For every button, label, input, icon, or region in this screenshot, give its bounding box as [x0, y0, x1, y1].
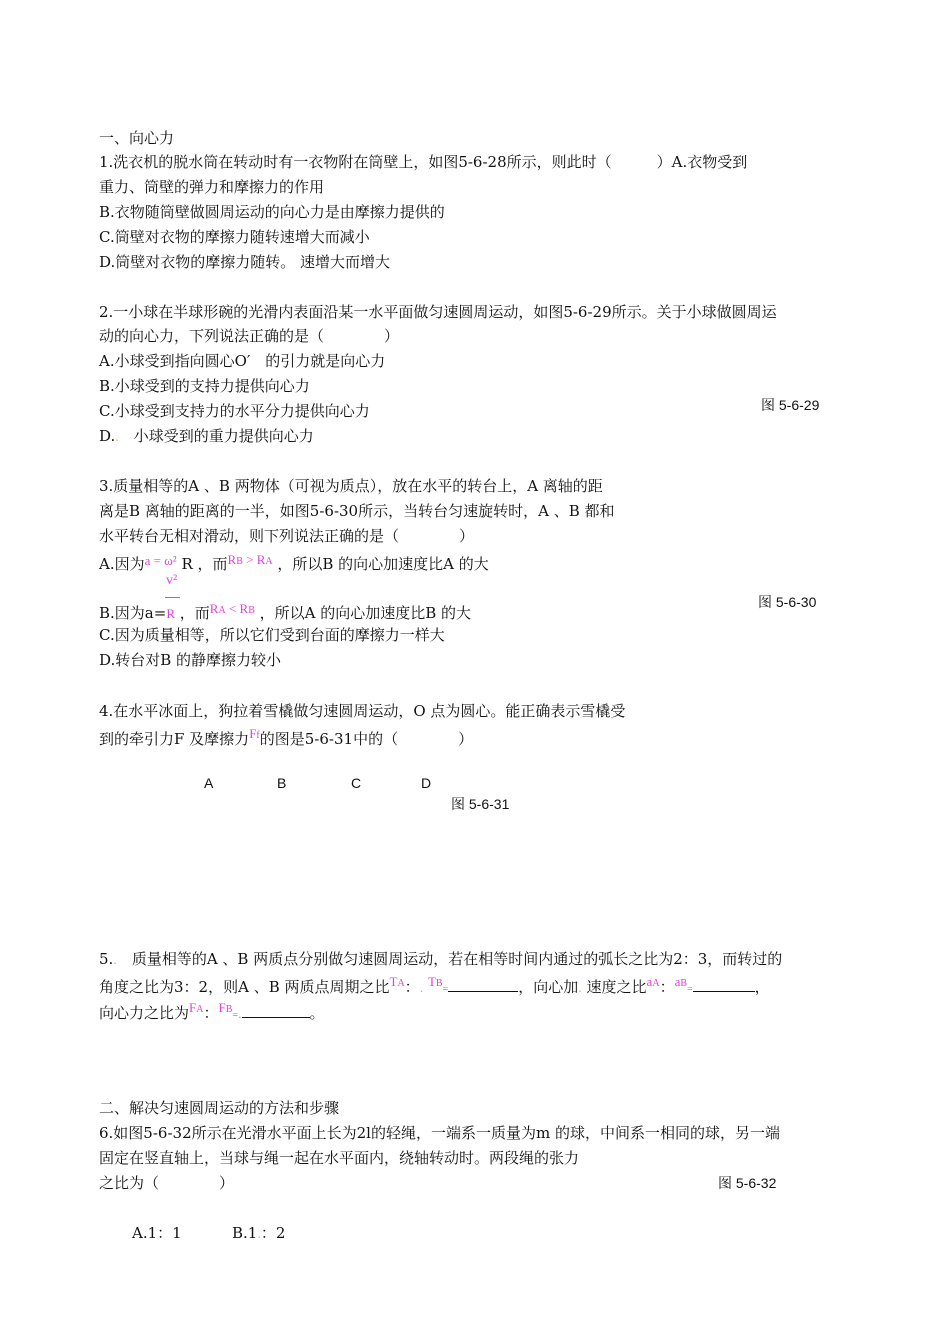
q5-line-3	[99, 1000, 325, 1026]
q1-option-c: C.筒壁对衣物的摩擦力随转速增大而减小	[99, 228, 370, 246]
q5-fa	[189, 1000, 203, 1015]
q5-line-2-c: 速度之比	[586, 978, 647, 996]
q5-dot-2: .	[419, 982, 424, 995]
q5-ta	[389, 974, 404, 989]
q3-b-fraction-bar	[165, 597, 180, 598]
q5-aa	[647, 974, 660, 989]
q5-fb-sub: B	[225, 1004, 233, 1015]
q6-line-2: 固定在竖直轴上，当球与绳一起在水平面内，绕轴转动时。两段绳的张力	[99, 1149, 580, 1167]
q5-line-1	[99, 949, 782, 971]
q5-line-2: 角度之比为3：2，则A 、B 两质点周期之比TA：. TB= ，向心加. 速度之比aA：aB= ，	[99, 974, 770, 996]
q3-b-ra-sub: A	[218, 605, 226, 616]
q6-line-3: 之比为（ ）	[99, 1174, 235, 1192]
q3-b-rb-letter: R	[239, 601, 249, 616]
q4-line-2	[99, 726, 474, 752]
q3-a-r: R ，而	[181, 555, 228, 573]
q4-line-2-a: 到的牵引力F 及摩擦力	[99, 730, 250, 748]
figure-5-6-32-caption: 图 5-6-32	[718, 1175, 777, 1191]
q5-eq-3: =	[232, 1010, 239, 1021]
q1-option-d: D.筒壁对衣物的摩擦力随转。 速增大而增大	[99, 253, 391, 271]
q5-ta-sub: A	[397, 978, 405, 989]
q3-a-gt: >	[246, 552, 254, 567]
q5-colon-1: ：	[404, 978, 420, 996]
q3-line-1: 3.质量相等的A 、B 两物体（可视为质点），放在水平的转台上，A 离轴的距	[99, 477, 603, 495]
q1-option-b: B.衣物随筒壁做圆周运动的向心力是由摩擦力提供的	[99, 203, 445, 221]
q5-dot-4: .	[238, 1008, 242, 1021]
q5-dot-3: .	[578, 982, 582, 995]
q3-a-ra-sub: A	[265, 556, 273, 567]
q5-dot: .	[113, 954, 117, 967]
q3-b-ra-letter: R	[209, 601, 219, 616]
figure-5-6-29-caption: 图 5-6-29	[761, 397, 820, 413]
q5-fa-sub: A	[196, 1004, 204, 1015]
figure-5-6-30-caption: 图 5-6-30	[758, 594, 817, 610]
q1-line-1: 1.洗衣机的脱水筒在转动时有一衣物附在筒壁上，如图5-6-28所示，则此时（ ）A.衣物受到	[99, 153, 748, 171]
q6-b-post: ：2	[260, 1224, 286, 1242]
q5-fa-letter: F	[189, 1000, 197, 1015]
q3-b-fraction-numerator: v²	[166, 573, 178, 588]
q5-ta-letter: T	[389, 974, 398, 989]
q3-a-rb-letter: R	[227, 552, 237, 567]
q3-line-2: 离是B 离轴的距离的一半，如图5-6-30所示，当转台匀速旋转时，A 、B 都和	[99, 502, 615, 520]
q3-a-rb-sub: B	[236, 556, 243, 567]
q5-end: 。	[309, 1004, 325, 1022]
q5-line-2-a: 角度之比为3：2，则A 、B 两质点周期之比	[99, 978, 390, 996]
q3-a-suffix: ，所以B 的向心加速度比A 的大	[277, 555, 489, 573]
q2-option-a: A.小球受到指向圆心O′ 的引力就是向心力	[99, 352, 386, 370]
q5-acceleration-blank[interactable]	[693, 977, 755, 992]
q2-option-b: B.小球受到的支持力提供向心力	[99, 377, 310, 395]
q5-colon-2: ：	[659, 978, 675, 996]
q5-line-2-b: ，向心加	[518, 978, 579, 996]
figure-5-6-31-caption: 图 5-6-31	[451, 796, 510, 812]
q3-b-lt: <	[228, 601, 237, 616]
q3-line-3: 水平转台无相对滑动，则下列说法正确的是（ ）	[99, 527, 475, 545]
q6-line-1: 6.如图5-6-32所示在光滑水平面上长为2l的轻绳，一端系一质量为m 的球，中间系一相同的球，另一端	[99, 1124, 780, 1142]
q3-b-compare	[210, 601, 255, 616]
q4-option-d: D	[421, 775, 432, 791]
q3-a-prefix: A.因为	[99, 555, 145, 573]
q4-line-1: 4.在水平冰面上，狗拉着雪橇做匀速圆周运动，O 点为圆心。能正确表示雪橇受	[99, 702, 626, 720]
q3-b-rb-sub: B	[248, 605, 255, 616]
q2-option-c: C.小球受到支持力的水平分力提供向心力	[99, 402, 370, 420]
q2-line-2: 动的向心力，下列说法正确的是（ ）	[99, 327, 400, 345]
q3-b-mid: ，而	[179, 604, 210, 622]
q1-line-2: 重力、筒壁的弹力和摩擦力的作用	[99, 178, 325, 196]
q5-aa-sub: A	[652, 978, 660, 989]
q4-option-c: C	[351, 775, 362, 791]
q3-b-suffix: ，所以A 的向心加速度比B 的大	[259, 604, 472, 622]
q6-b-dot: .	[257, 1228, 261, 1241]
q6-b-pre: B.1	[232, 1224, 258, 1242]
q2-option-d	[99, 426, 314, 448]
q5-tb	[428, 974, 443, 989]
q2-d-prefix: D.	[99, 427, 116, 445]
q5-ab-letter: a	[674, 974, 681, 989]
q3-a-formula: a = ω²	[144, 553, 177, 568]
q2-line-1: 2.一小球在半球形碗的光滑内表面沿某一水平面做匀速圆周运动，如图5-6-29所示。关于小球做圆周运	[99, 303, 777, 321]
q5-line-1-text: 质量相等的A 、B 两质点分别做匀速圆周运动，若在相等时间内通过的弧长之比为2：3，而转过的	[116, 950, 783, 968]
q4-ff	[249, 726, 260, 741]
q5-number: 5.	[99, 950, 114, 968]
q5-eq-1: =	[442, 984, 449, 995]
q5-aa-letter: a	[646, 974, 653, 989]
q4-option-b: B	[277, 775, 287, 791]
q5-eq-2: =	[687, 984, 693, 995]
q3-b-prefix: B.因为a=	[99, 604, 167, 622]
q3-a-rb	[228, 552, 273, 567]
q5-fb-letter: F	[218, 1000, 226, 1015]
q3-option-b	[99, 603, 471, 626]
q5-ab-sub: B	[680, 978, 688, 989]
q5-ab	[675, 974, 687, 989]
q4-line-2-b: 的图是5-6-31中的（ ）	[259, 730, 474, 748]
q6-option-a: A.1：1	[132, 1224, 182, 1242]
q4-ff-letter: F	[249, 726, 257, 741]
q5-line-3-a: 向心力之比为	[99, 1004, 190, 1022]
q3-option-a	[99, 554, 489, 577]
q2-d-text: 小球受到的重力提供向心力	[118, 427, 314, 445]
section-1-heading: 一、向心力	[99, 129, 175, 147]
section-2-heading: 二、解决匀速圆周运动的方法和步骤	[99, 1099, 340, 1117]
q5-force-blank[interactable]	[242, 1003, 310, 1018]
q5-tb-sub: B	[435, 978, 443, 989]
q3-option-d: D.转台对B 的静摩擦力较小	[99, 651, 282, 669]
q2-d-dot: .	[115, 431, 119, 444]
q5-tb-letter: T	[427, 974, 436, 989]
q5-fb	[219, 1000, 233, 1015]
q5-colon-3: ：	[203, 1004, 219, 1022]
q4-option-a: A	[204, 775, 214, 791]
q6-option-b	[232, 1223, 285, 1245]
q3-b-r: R	[166, 606, 175, 621]
q5-period-blank[interactable]	[448, 977, 518, 992]
q4-ff-sub: f	[256, 730, 260, 741]
q3-a-ra-letter: R	[256, 552, 266, 567]
q3-option-c: C.因为质量相等，所以它们受到台面的摩擦力一样大	[99, 626, 445, 644]
